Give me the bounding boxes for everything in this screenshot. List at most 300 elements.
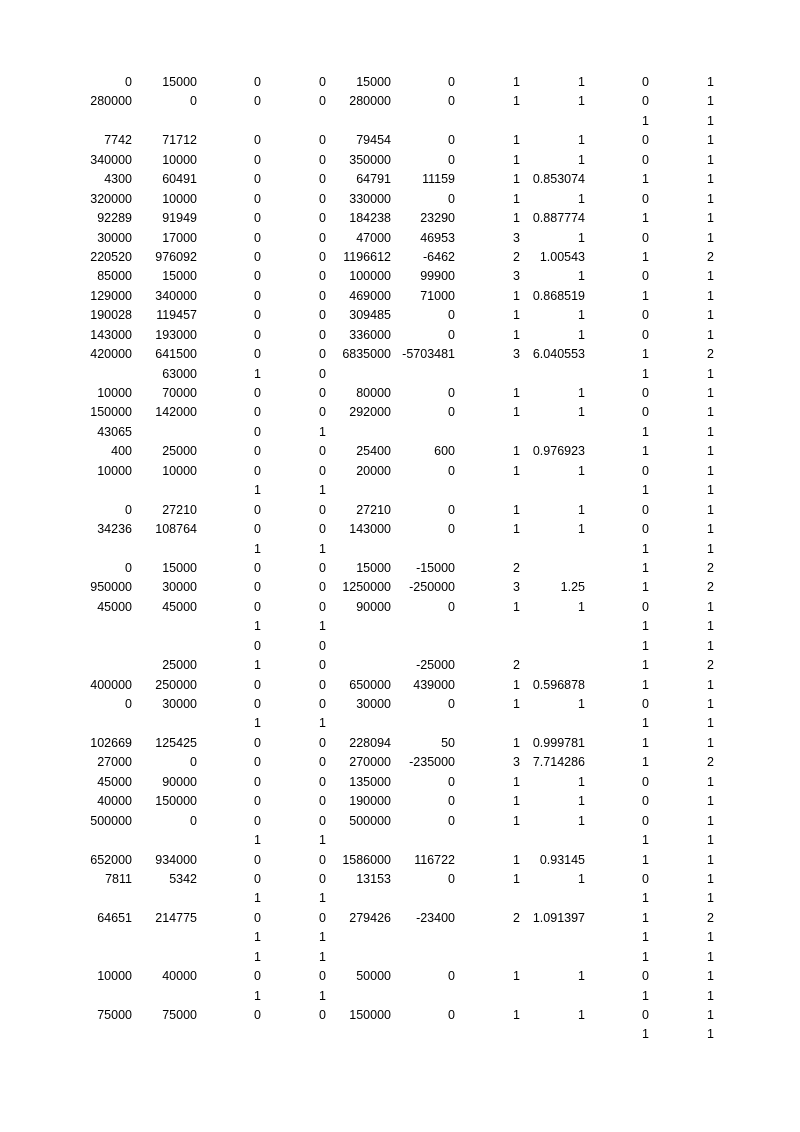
- table-cell: 309485: [349, 308, 391, 323]
- table-cell: 150000: [90, 405, 132, 420]
- table-cell: 1: [513, 774, 520, 789]
- table-cell: 20000: [356, 463, 391, 478]
- table-cell: 1: [707, 327, 714, 342]
- table-cell: 0: [254, 677, 261, 692]
- table-cell: 0: [254, 133, 261, 148]
- table-cell: 0: [254, 288, 261, 303]
- table-cell: 0: [254, 852, 261, 867]
- table-cell: 1250000: [342, 580, 391, 595]
- table-cell: 2: [707, 347, 714, 362]
- table-cell: 280000: [90, 94, 132, 109]
- table-row: [0, 656, 800, 675]
- table-row: [0, 209, 800, 228]
- table-cell: 1: [642, 755, 649, 770]
- table-cell: 0: [254, 424, 261, 439]
- table-cell: 1: [319, 833, 326, 848]
- spreadsheet-table: [0, 73, 800, 1045]
- table-cell: 1: [513, 677, 520, 692]
- table-row: [0, 520, 800, 539]
- table-cell: 5342: [169, 871, 197, 886]
- table-cell: 1: [254, 541, 261, 556]
- table-cell: 0: [319, 249, 326, 264]
- table-cell: 10000: [97, 463, 132, 478]
- table-cell: 0: [642, 522, 649, 537]
- table-cell: 0: [642, 599, 649, 614]
- table-cell: 7811: [105, 871, 132, 886]
- table-cell: -15000: [416, 560, 455, 575]
- table-cell: 1: [707, 230, 714, 245]
- table-cell: 1: [513, 288, 520, 303]
- table-cell: 71712: [162, 133, 197, 148]
- table-cell: 0: [125, 502, 132, 517]
- table-cell: 1: [707, 774, 714, 789]
- table-cell: 1: [707, 522, 714, 537]
- table-cell: 71000: [420, 288, 455, 303]
- table-cell: -25000: [416, 658, 455, 673]
- table-cell: 0: [254, 386, 261, 400]
- table-cell: 1: [513, 308, 520, 323]
- table-cell: 0: [448, 774, 455, 789]
- table-cell: 15000: [356, 75, 391, 89]
- table-row: [0, 403, 800, 422]
- table-cell: 1: [642, 347, 649, 362]
- table-cell: 2: [707, 249, 714, 264]
- table-cell: 1: [513, 522, 520, 537]
- table-cell: 0: [319, 813, 326, 828]
- table-cell: 0: [642, 794, 649, 809]
- table-cell: 143000: [349, 522, 391, 537]
- table-cell: 30000: [162, 697, 197, 711]
- table-cell: 500000: [90, 813, 132, 828]
- table-row: [0, 676, 800, 695]
- table-cell: 0: [319, 463, 326, 478]
- table-cell: 1: [642, 677, 649, 692]
- table-cell: 0: [254, 308, 261, 323]
- table-cell: 1: [642, 288, 649, 303]
- table-cell: 0: [642, 813, 649, 828]
- table-row: [0, 501, 800, 520]
- table-cell: 0: [642, 269, 649, 284]
- table-cell: 102669: [90, 735, 132, 750]
- table-cell: 108764: [155, 522, 197, 537]
- table-cell: 0: [319, 347, 326, 362]
- table-cell: 1: [578, 599, 585, 614]
- table-cell: 1: [513, 94, 520, 109]
- table-cell: 90000: [356, 599, 391, 614]
- table-cell: 0: [319, 755, 326, 770]
- table-cell: 0: [190, 94, 197, 109]
- table-row: [0, 462, 800, 481]
- table-cell: 0: [254, 463, 261, 478]
- table-cell: 1: [707, 405, 714, 420]
- table-cell: 15000: [162, 560, 197, 575]
- table-cell: 0.887774: [532, 211, 585, 226]
- table-cell: 1: [642, 560, 649, 575]
- table-cell: 0: [254, 405, 261, 420]
- table-cell: 0: [125, 560, 132, 575]
- table-cell: 1: [642, 483, 649, 498]
- table-cell: 90000: [162, 774, 197, 789]
- table-cell: 0: [642, 308, 649, 323]
- table-cell: 1: [642, 638, 649, 653]
- table-cell: 27210: [162, 502, 197, 517]
- table-cell: 0: [319, 405, 326, 420]
- table-cell: 30000: [162, 580, 197, 595]
- table-cell: 279426: [349, 910, 391, 925]
- table-cell: 0.93145: [539, 852, 585, 867]
- table-cell: 0: [254, 560, 261, 575]
- table-cell: 142000: [155, 405, 197, 420]
- table-cell: 0.999781: [532, 735, 585, 750]
- table-cell: 1: [707, 308, 714, 323]
- table-cell: 0: [254, 211, 261, 226]
- table-cell: -6462: [423, 249, 455, 264]
- table-cell: 50000: [356, 969, 391, 984]
- table-cell: -235000: [409, 755, 455, 770]
- table-cell: 1: [707, 386, 714, 400]
- table-cell: 1: [707, 852, 714, 867]
- table-cell: 0: [319, 230, 326, 245]
- table-cell: 10000: [162, 152, 197, 167]
- table-cell: 0: [254, 1008, 261, 1022]
- table-cell: 641500: [155, 347, 197, 362]
- table-cell: 0: [448, 463, 455, 478]
- table-cell: 0: [254, 230, 261, 245]
- table-cell: 0: [448, 871, 455, 886]
- table-cell: 0: [448, 522, 455, 537]
- table-cell: 1: [707, 619, 714, 634]
- table-cell: 1: [319, 716, 326, 731]
- table-cell: 1: [642, 619, 649, 634]
- table-cell: 75000: [97, 1008, 132, 1022]
- table-cell: 40000: [162, 969, 197, 984]
- table-cell: 0: [642, 1008, 649, 1022]
- table-cell: 1: [707, 1008, 714, 1022]
- table-cell: 1: [707, 735, 714, 750]
- table-cell: 47000: [356, 230, 391, 245]
- table-cell: 0: [319, 794, 326, 809]
- table-cell: 1: [513, 813, 520, 828]
- table-cell: 85000: [97, 269, 132, 284]
- table-cell: 1: [578, 308, 585, 323]
- table-row: [0, 948, 800, 967]
- table-cell: 1: [578, 94, 585, 109]
- table-row: [0, 306, 800, 325]
- table-cell: 439000: [413, 677, 455, 692]
- table-cell: 43065: [97, 424, 132, 439]
- table-row: [0, 365, 800, 384]
- table-cell: 1: [578, 813, 585, 828]
- table-cell: 0: [319, 774, 326, 789]
- table-cell: 1: [642, 366, 649, 381]
- table-cell: 1: [319, 541, 326, 556]
- table-cell: 0.853074: [532, 172, 585, 187]
- table-cell: 1: [707, 833, 714, 848]
- table-cell: 214775: [155, 910, 197, 925]
- table-cell: 1: [707, 269, 714, 284]
- table-cell: 1: [578, 133, 585, 148]
- table-cell: 7742: [104, 133, 132, 148]
- table-row: [0, 637, 800, 656]
- table-cell: 228094: [349, 735, 391, 750]
- table-cell: 0: [319, 327, 326, 342]
- table-cell: 1: [578, 502, 585, 517]
- table-cell: 0: [319, 152, 326, 167]
- table-cell: 1: [707, 502, 714, 517]
- table-cell: 1: [513, 386, 520, 400]
- table-cell: 0: [254, 502, 261, 517]
- table-cell: 1: [254, 891, 261, 906]
- table-cell: 1.00543: [539, 249, 585, 264]
- table-cell: 0: [448, 152, 455, 167]
- table-cell: 0: [254, 735, 261, 750]
- table-cell: 1: [642, 444, 649, 459]
- table-cell: 70000: [162, 386, 197, 400]
- table-cell: 0: [254, 638, 261, 653]
- table-cell: 1: [254, 619, 261, 634]
- table-cell: 220520: [90, 249, 132, 264]
- table-cell: 0: [254, 249, 261, 264]
- table-cell: -250000: [409, 580, 455, 595]
- table-cell: 1: [642, 113, 649, 128]
- table-cell: 190000: [349, 794, 391, 809]
- table-cell: 336000: [349, 327, 391, 342]
- table-cell: 0: [254, 969, 261, 984]
- table-row: [0, 190, 800, 209]
- table-cell: 1: [319, 619, 326, 634]
- table-row: [0, 695, 800, 714]
- table-cell: 1: [707, 697, 714, 711]
- table-cell: 0.868519: [532, 288, 585, 303]
- table-cell: 1: [707, 483, 714, 498]
- table-cell: 0: [319, 910, 326, 925]
- table-cell: 1: [707, 891, 714, 906]
- table-cell: 0: [448, 133, 455, 148]
- table-row: [0, 248, 800, 267]
- table-cell: 184238: [349, 211, 391, 226]
- table-row: [0, 812, 800, 831]
- table-cell: 1: [707, 949, 714, 964]
- table-cell: 1: [707, 211, 714, 226]
- table-row: [0, 559, 800, 578]
- table-cell: 6835000: [342, 347, 391, 362]
- table-cell: 1: [642, 1027, 649, 1042]
- table-row: [0, 442, 800, 461]
- table-cell: 2: [707, 560, 714, 575]
- table-cell: 1: [642, 211, 649, 226]
- table-cell: 340000: [155, 288, 197, 303]
- table-cell: 400000: [90, 677, 132, 692]
- table-cell: 23290: [420, 211, 455, 226]
- table-cell: 0: [319, 580, 326, 595]
- table-cell: 1: [707, 871, 714, 886]
- table-cell: 0: [642, 871, 649, 886]
- table-cell: 0: [319, 697, 326, 711]
- table-cell: 0: [254, 522, 261, 537]
- table-cell: 64651: [97, 910, 132, 925]
- table-cell: 1: [707, 541, 714, 556]
- table-cell: 0: [642, 94, 649, 109]
- table-cell: 1: [707, 94, 714, 109]
- table-cell: 0: [319, 522, 326, 537]
- table-cell: 0: [448, 405, 455, 420]
- table-cell: 1: [254, 366, 261, 381]
- table-cell: 17000: [162, 230, 197, 245]
- table-cell: 500000: [349, 813, 391, 828]
- table-cell: 1: [707, 677, 714, 692]
- table-cell: 0: [319, 638, 326, 653]
- table-cell: 0: [319, 560, 326, 575]
- table-cell: 1.091397: [532, 910, 585, 925]
- table-cell: 10000: [97, 969, 132, 984]
- table-cell: 27210: [356, 502, 391, 517]
- table-cell: 25000: [162, 444, 197, 459]
- table-cell: 0: [319, 366, 326, 381]
- table-cell: 60491: [162, 172, 197, 187]
- table-cell: 1: [254, 930, 261, 945]
- table-cell: 1: [707, 969, 714, 984]
- table-cell: 0: [319, 269, 326, 284]
- table-cell: 0: [448, 94, 455, 109]
- table-cell: 13153: [356, 871, 391, 886]
- table-row: [0, 481, 800, 500]
- table-row: [0, 287, 800, 306]
- table-cell: 1: [707, 172, 714, 187]
- table-cell: 0: [642, 697, 649, 711]
- table-cell: 1: [642, 716, 649, 731]
- table-cell: 0: [319, 969, 326, 984]
- table-row: [0, 889, 800, 908]
- table-cell: 1: [513, 211, 520, 226]
- table-cell: 79454: [356, 133, 391, 148]
- table-cell: 652000: [90, 852, 132, 867]
- table-cell: 400: [111, 444, 132, 459]
- table-cell: 0: [448, 75, 455, 89]
- table-cell: 3: [513, 580, 520, 595]
- table-row: [0, 909, 800, 928]
- table-cell: 0: [254, 347, 261, 362]
- table-cell: 0: [642, 327, 649, 342]
- table-cell: 1: [578, 405, 585, 420]
- table-cell: 0: [642, 502, 649, 517]
- table-cell: 1: [642, 735, 649, 750]
- table-cell: 0: [642, 152, 649, 167]
- table-cell: 1: [707, 444, 714, 459]
- table-cell: 100000: [349, 269, 391, 284]
- table-cell: 0: [319, 308, 326, 323]
- table-cell: 0: [642, 774, 649, 789]
- table-cell: 7.714286: [532, 755, 585, 770]
- table-cell: 270000: [349, 755, 391, 770]
- table-cell: 2: [513, 658, 520, 673]
- table-cell: 3: [513, 269, 520, 284]
- table-cell: 1: [254, 949, 261, 964]
- table-row: [0, 151, 800, 170]
- table-cell: 0: [319, 191, 326, 206]
- table-cell: 1196612: [343, 249, 391, 264]
- table-cell: 0: [190, 813, 197, 828]
- table-cell: 3: [513, 347, 520, 362]
- table-cell: 2: [707, 910, 714, 925]
- table-cell: 1: [707, 113, 714, 128]
- table-cell: 1: [707, 424, 714, 439]
- table-cell: 0: [642, 75, 649, 89]
- table-cell: 0: [254, 327, 261, 342]
- table-cell: 11159: [422, 172, 455, 187]
- table-cell: 1: [578, 697, 585, 711]
- table-cell: 320000: [90, 191, 132, 206]
- table-cell: 280000: [349, 94, 391, 109]
- table-cell: 1: [578, 269, 585, 284]
- table-cell: 0: [254, 697, 261, 711]
- table-cell: 150000: [155, 794, 197, 809]
- table-cell: 1: [578, 463, 585, 478]
- table-cell: 1: [578, 1008, 585, 1022]
- table-cell: 1: [642, 891, 649, 906]
- table-cell: 1: [578, 386, 585, 400]
- table-cell: 1: [513, 1008, 520, 1022]
- table-cell: 99900: [420, 269, 455, 284]
- table-cell: 1: [513, 75, 520, 89]
- table-row: [0, 773, 800, 792]
- table-cell: 46953: [420, 230, 455, 245]
- table-cell: 650000: [349, 677, 391, 692]
- table-cell: 1: [578, 75, 585, 89]
- table-cell: 1: [319, 483, 326, 498]
- table-cell: 0.596878: [532, 677, 585, 692]
- table-cell: -23400: [416, 910, 455, 925]
- table-cell: 0: [254, 580, 261, 595]
- table-row: [0, 578, 800, 597]
- table-cell: 4300: [104, 172, 132, 187]
- table-cell: 469000: [349, 288, 391, 303]
- table-cell: 0: [642, 405, 649, 420]
- table-cell: 0: [254, 269, 261, 284]
- table-row: [0, 112, 800, 131]
- table-cell: 1: [578, 230, 585, 245]
- table-cell: 2: [707, 658, 714, 673]
- table-cell: 15000: [162, 75, 197, 89]
- table-cell: 1: [707, 716, 714, 731]
- table-row: [0, 967, 800, 986]
- table-cell: 1586000: [342, 852, 391, 867]
- table-cell: 0: [125, 75, 132, 89]
- table-cell: 1: [642, 541, 649, 556]
- table-cell: 0: [642, 133, 649, 148]
- table-cell: 1: [642, 249, 649, 264]
- table-cell: 1: [578, 871, 585, 886]
- table-cell: 0: [254, 444, 261, 459]
- table-cell: 350000: [349, 152, 391, 167]
- table-cell: 1: [513, 735, 520, 750]
- table-row: [0, 734, 800, 753]
- table-cell: 135000: [349, 774, 391, 789]
- table-cell: 10000: [97, 386, 132, 400]
- table-cell: 0: [254, 871, 261, 886]
- table-cell: 1: [513, 502, 520, 517]
- table-cell: 1: [513, 152, 520, 167]
- table-cell: 1: [707, 599, 714, 614]
- table-cell: 91949: [162, 211, 197, 226]
- table-cell: 0: [254, 75, 261, 89]
- table-cell: 1: [513, 172, 520, 187]
- table-cell: 1: [707, 813, 714, 828]
- table-cell: 1: [642, 852, 649, 867]
- table-cell: 0: [254, 755, 261, 770]
- table-cell: 0: [319, 444, 326, 459]
- table-row: [0, 170, 800, 189]
- table-cell: 0: [319, 172, 326, 187]
